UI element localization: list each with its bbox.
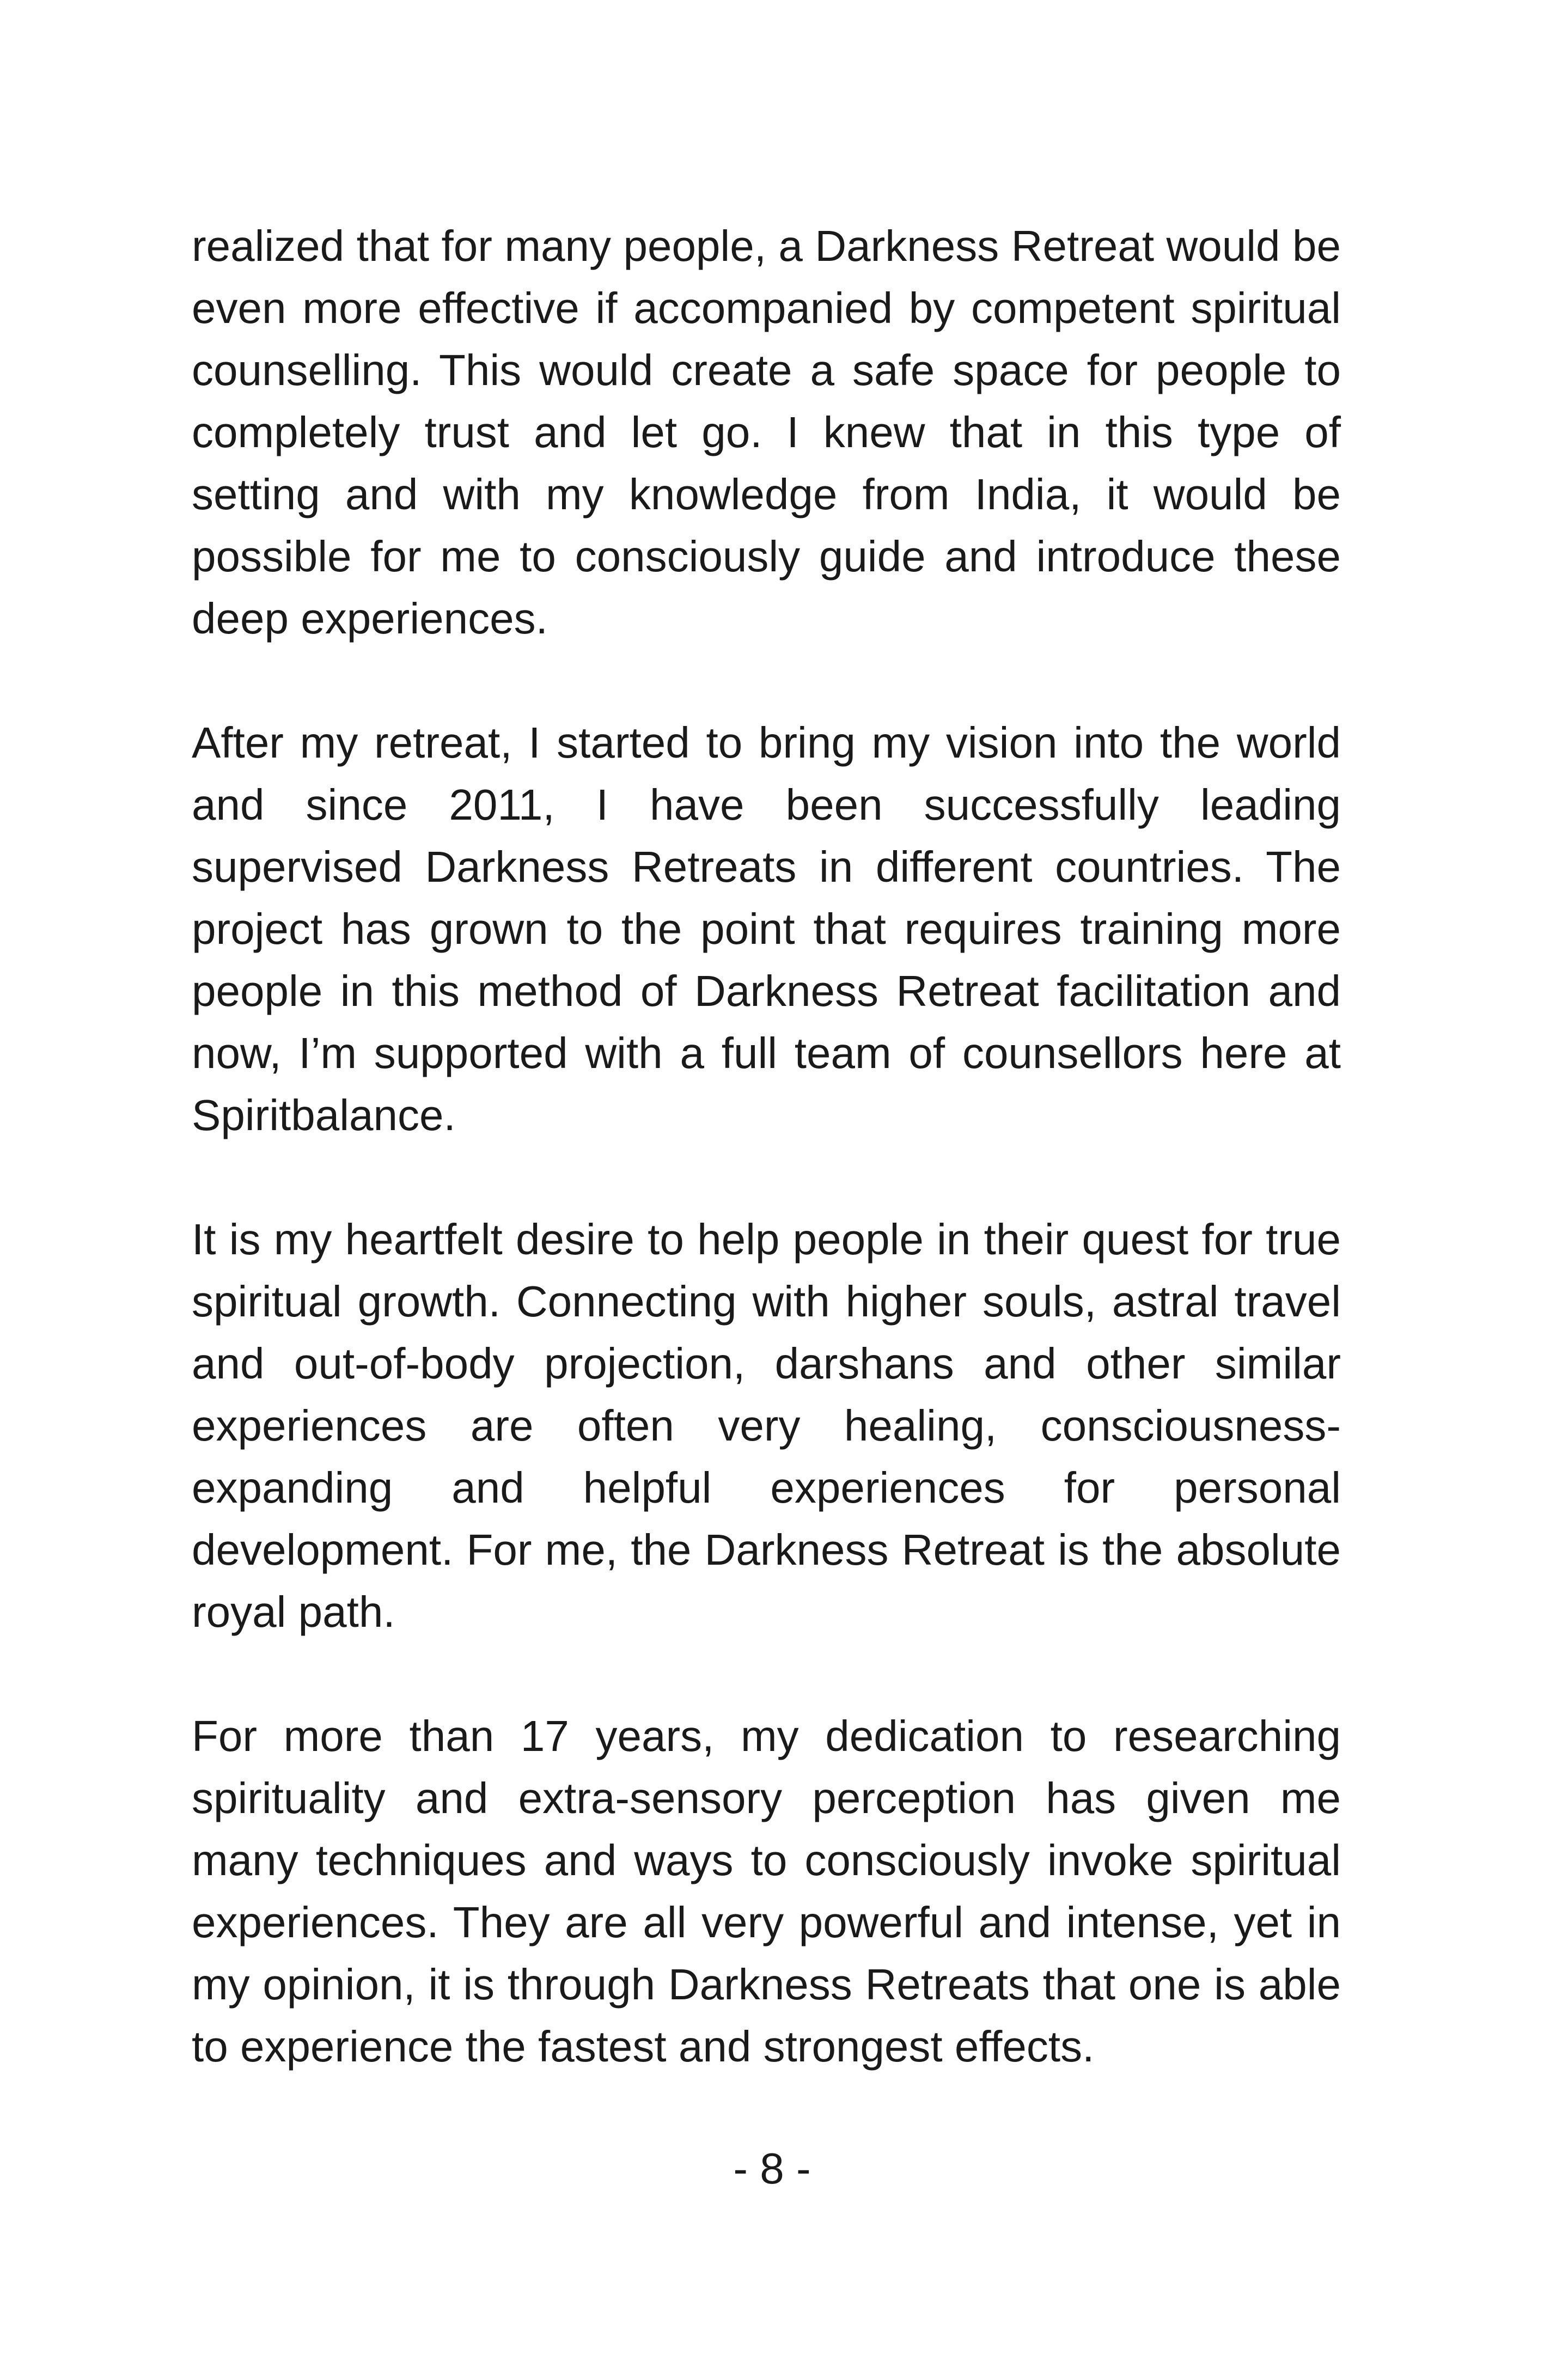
paragraph-4: For more than 17 years, my dedication to researching spirituality and extra-sensory perception has given me many techniques and ways to consciously invoke spiritual experiences. They are all very powerful and intense, yet in my opinion, it is through Darkness Retreats that one is able to experience the fastest and strongest effects.: [192, 1712, 1341, 2071]
paragraph-3: It is my heartfelt desire to help people in their quest for true spiritual growth. Connecting with higher souls, astral travel and out-of-body projection, darshans and other similar experiences are often very healing, consciousness-expanding and helpful experiences for personal development. For me, the Darkness Retreat is the absolute royal path.: [192, 1215, 1341, 1636]
page-number: - 8 -: [733, 2144, 811, 2193]
paragraph-2: After my retreat, I started to bring my vision into the world and since 2011, I have been successfully leading supervised Darkness Retreats in different countries. The project has grown to the point that requires training more people in this method of Darkness Retreat facilitation and now, I’m supported with a full team of counsellors here at Spiritbalance.: [192, 718, 1341, 1139]
body-text: [192, 215, 1341, 2078]
paragraph-1: realized that for many people, a Darkness Retreat would be even more effective if accompanied by competent spiritual counselling. This would create a safe space for people to completely trust and let go. I knew that in this type of setting and with my knowledge from India, it would be possible for me to consciously guide and introduce these deep experiences.: [192, 222, 1341, 643]
